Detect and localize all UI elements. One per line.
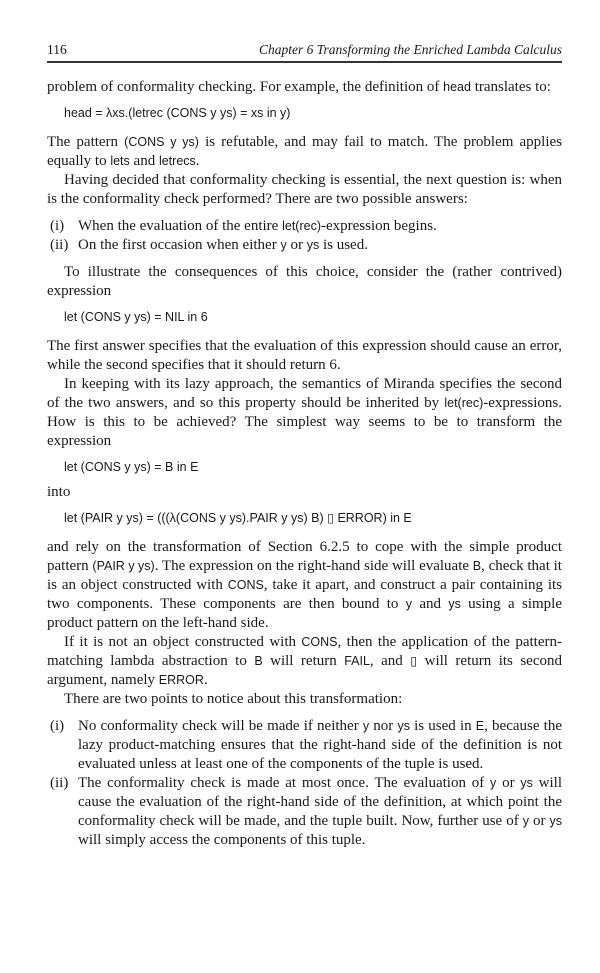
book-page xyxy=(47,0,562,850)
paragraph-9: There are two points to notice about this transformation: xyxy=(64,691,403,707)
paragraph-1: problem of conformality checking. For example, the definition of head translates to: xyxy=(47,79,551,95)
list-item: (ii) The conformality check is made at most once. The evaluation of y or ys will cause the evaluation of the right-hand side of the definition, at which point the conformality check will be made, and the tuple built. Now, further use of y or ys will simply access the components of this tuple. xyxy=(50,775,563,848)
paragraph-6: In keeping with its lazy approach, the semantics of Miranda specifies the second of the two answers, and so this property should be inherited by let(rec)-expressions. How is this to be achieved? The simplest way seems to be to transform the expression xyxy=(47,376,562,449)
paragraph-8: If it is not an object constructed with CONS, then the application of the pattern-matching lambda abstraction to B will return FAIL, and ▯ will return its second argument, namely ERROR. xyxy=(47,634,562,688)
running-title: Chapter 6 Transforming the Enriched Lambda Calculus xyxy=(258,42,562,57)
header-rule xyxy=(47,61,562,63)
list-item: (i) No conformality check will be made if neither y nor ys is used in E, because the lazy product-matching ensures that the right-hand side of the definition is not evaluated unless at least one of the components of the tuple is used. xyxy=(50,718,562,772)
code-let-cons: let (CONS y ys) = B in E xyxy=(64,460,199,474)
paragraph-5: The first answer specifies that the evaluation of this expression should cause an error, while the second specifies that it should return 6. xyxy=(47,338,562,373)
code-nil-example: let (CONS y ys) = NIL in 6 xyxy=(64,310,208,324)
paragraph-2: The pattern (CONS y ys) is refutable, and may fail to match. The problem applies equally to lets and letrecs. xyxy=(47,134,563,169)
code-head-definition: head = λxs.(letrec (CONS y ys) = xs in y) xyxy=(64,106,291,120)
page-number: 116 xyxy=(47,42,67,57)
list-item: (ii) On the first occasion when either y or ys is used. xyxy=(50,237,368,253)
paragraph-3: Having decided that conformality checking is essential, the next question is: when is the conformality check performed? There are two possible answers: xyxy=(47,172,562,207)
running-header xyxy=(47,40,562,59)
into-text: into xyxy=(47,484,71,500)
code-let-pair: let (PAIR y ys) = (((λ(CONS y ys).PAIR y ys) B) ▯ ERROR) in E xyxy=(64,511,412,525)
list-item: (i) When the evaluation of the entire let(rec)-expression begins. xyxy=(50,218,437,234)
paragraph-7: and rely on the transformation of Section 6.2.5 to cope with the simple product pattern (PAIR y ys). The expression on the right-hand side will evaluate B, check that it is an object constructed with CONS, take it apart, and construct a pair containing its two components. These components are then bound to y and ys using a simple product pattern on the left-hand side. xyxy=(47,539,563,631)
paragraph-4: To illustrate the consequences of this choice, consider the (rather contrived) expression xyxy=(47,264,562,299)
